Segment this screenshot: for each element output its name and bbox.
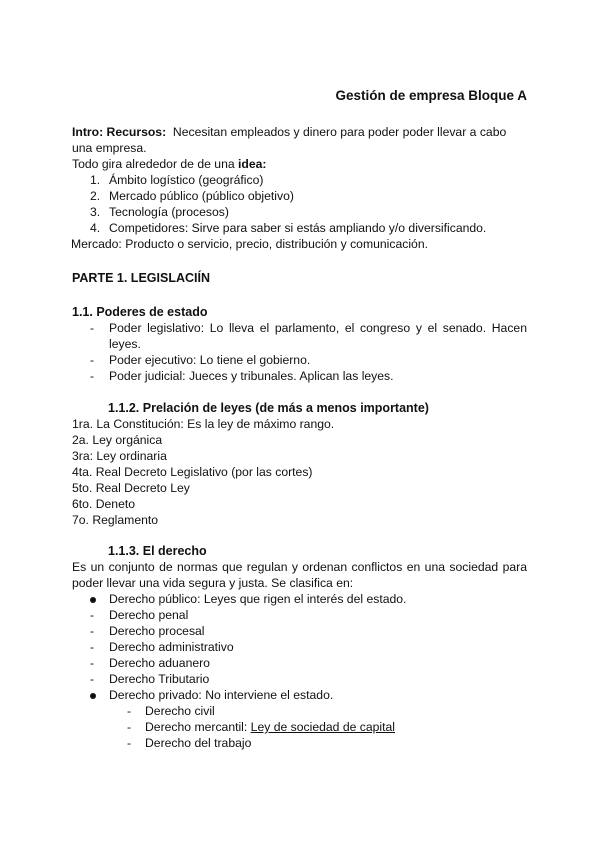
- dash-marker: -: [90, 656, 95, 670]
- prelacion-item: 2a. Ley orgánica: [72, 433, 163, 447]
- derecho-privado-list: [72, 703, 527, 751]
- list-item: [72, 368, 527, 384]
- list-item: [72, 703, 527, 719]
- list-number: 4.: [90, 221, 101, 235]
- dash-marker: -: [90, 624, 95, 638]
- list-item-text: Derecho privado: No interviene el estado.: [109, 688, 334, 702]
- part1-heading: PARTE 1. LEGISLACIÍN: [72, 271, 210, 285]
- list-number: 3.: [90, 205, 101, 219]
- list-item: [72, 352, 527, 368]
- list-item-text: Ámbito logístico (geográfico): [109, 173, 264, 187]
- list-item: [72, 591, 527, 607]
- list-item-text: Derecho procesal: [109, 624, 205, 638]
- dash-marker: -: [90, 608, 95, 622]
- prelacion-item: 4ta. Real Decreto Legislativo (por las cortes): [72, 465, 313, 479]
- list-item: [72, 655, 527, 671]
- dash-marker: -: [90, 672, 95, 686]
- poderes-list: [72, 320, 527, 384]
- idea-word: idea:: [238, 157, 267, 171]
- list-item-text: Derecho mercantil:: [145, 720, 251, 734]
- list-item-text: Derecho civil: [145, 704, 215, 718]
- idea-prefix: Todo gira alrededor de de una: [72, 157, 239, 171]
- list-item: [72, 623, 527, 639]
- dash-marker: -: [127, 704, 132, 718]
- bullet-icon: [90, 687, 96, 703]
- list-item: [72, 639, 527, 655]
- prelacion-item: 1ra. La Constitución: Es la ley de máximo rango.: [72, 417, 335, 431]
- idea-list: [72, 172, 527, 236]
- mercado-line: Mercado: Producto o servicio, precio, distribución y comunicación.: [71, 237, 428, 251]
- list-item: [72, 671, 527, 687]
- section-1-1-2-heading: 1.1.2. Prelación de leyes (de más a menos importante): [108, 401, 429, 415]
- list-item: [72, 607, 527, 623]
- dash-marker: -: [90, 640, 95, 654]
- dash-marker: -: [90, 369, 95, 383]
- list-item-text: Poder ejecutivo: Lo tiene el gobierno.: [109, 353, 311, 367]
- list-item-text: Competidores: Sirve para saber si estás ampliando y/o diversificando.: [109, 221, 487, 235]
- list-number: 1.: [90, 173, 101, 187]
- dash-marker: -: [90, 353, 95, 367]
- document-body: [72, 124, 527, 751]
- bullet-icon: [90, 591, 96, 607]
- list-item-text: Derecho Tributario: [109, 672, 210, 686]
- list-item: [72, 204, 527, 220]
- document-title: Gestión de empresa Bloque A: [335, 88, 527, 103]
- derecho-intro: Es un conjunto de normas que regulan y ordenan conflictos en una sociedad para poder llevar una vida segura y justa. Se clasifica en:: [72, 560, 527, 590]
- list-number: 2.: [90, 189, 101, 203]
- list-item: [72, 687, 527, 703]
- derecho-list: [72, 591, 527, 703]
- prelacion-item: 5to. Real Decreto Ley: [72, 481, 190, 495]
- list-item: [72, 188, 527, 204]
- prelacion-item: 3ra: Ley ordinaria: [72, 449, 167, 463]
- dash-marker: -: [127, 720, 132, 734]
- list-item: [72, 735, 527, 751]
- intro-label: Intro: Recursos:: [72, 125, 167, 139]
- list-item-text: Tecnología (procesos): [109, 205, 229, 219]
- list-item: [72, 320, 527, 352]
- dash-marker: -: [127, 736, 132, 750]
- list-item-text: Derecho público: Leyes que rigen el interés del estado.: [109, 592, 407, 606]
- section-1-1-heading: 1.1. Poderes de estado: [72, 305, 208, 319]
- idea-line: [72, 156, 527, 172]
- list-item: [72, 719, 527, 735]
- dash-marker: -: [90, 321, 95, 335]
- list-item-text: Poder legislativo: Lo lleva el parlamento, el congreso y el senado. Hacen leyes.: [109, 321, 527, 351]
- list-item-text: Derecho del trabajo: [145, 736, 252, 750]
- list-item: [72, 172, 527, 188]
- intro-paragraph: [72, 124, 527, 156]
- list-item-text: Derecho penal: [109, 608, 189, 622]
- list-item-text: Derecho administrativo: [109, 640, 234, 654]
- prelacion-item: 6to. Deneto: [72, 497, 136, 511]
- list-item: [72, 220, 527, 236]
- list-item-text: Poder judicial: Jueces y tribunales. Aplican las leyes.: [109, 369, 394, 383]
- intro-text: Necesitan empleados y dinero para poder poder llevar a cabo una empresa.: [72, 125, 507, 155]
- list-item-text: Derecho aduanero: [109, 656, 210, 670]
- ley-sociedad-link[interactable]: Ley de sociedad de capital: [250, 720, 395, 734]
- list-item-text: Mercado público (público objetivo): [109, 189, 294, 203]
- prelacion-item: 7o. Reglamento: [72, 513, 159, 527]
- section-1-1-3-heading: 1.1.3. El derecho: [108, 544, 207, 558]
